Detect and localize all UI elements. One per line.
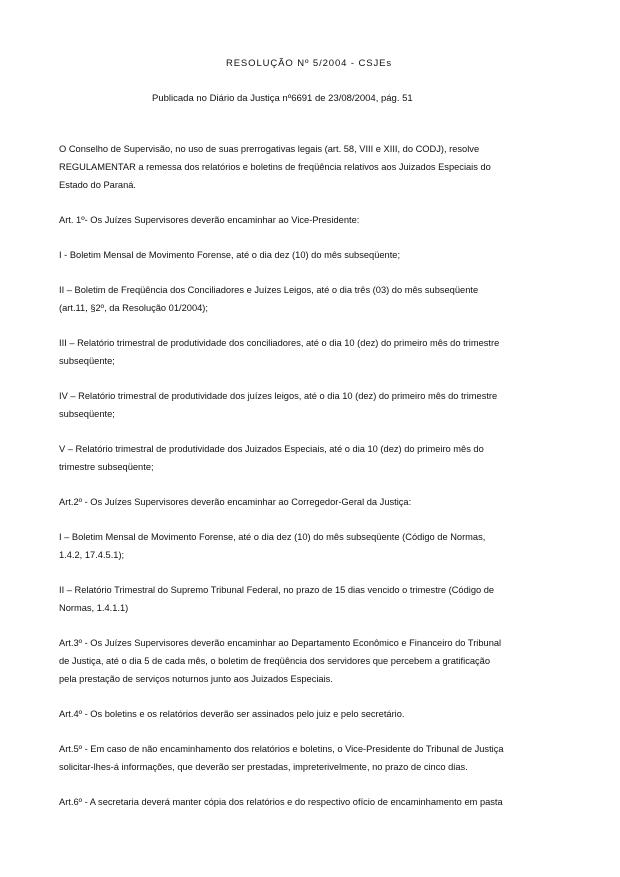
paragraph-line: trimestre subseqüente; <box>59 462 154 472</box>
paragraph-line: subseqüente; <box>59 409 115 419</box>
paragraph <box>59 634 559 688</box>
paragraph <box>59 387 559 423</box>
document-title: RESOLUÇÃO Nº 5/2004 - CSJEs <box>225 58 393 69</box>
paragraph-line: (art.11, §2º, da Resolução 01/2004); <box>59 303 208 313</box>
paragraph <box>59 493 559 511</box>
paragraph-line: de Justiça, até o dia 5 de cada mês, o boletim de freqüência dos servidores que percebem a gratificação <box>59 656 491 666</box>
paragraph-line: III – Relatório trimestral de produtividade dos conciliadores, até o dia 10 (dez) do primeiro mês do trimestre <box>59 338 500 348</box>
paragraph-line: 1.4.2, 17.4.5.1); <box>59 550 125 560</box>
paragraph <box>59 528 559 564</box>
document-subtitle: Publicada no Diário da Justiça nº6691 de 23/08/2004, pág. 51 <box>152 93 413 104</box>
paragraph-line: O Conselho de Supervisão, no uso de suas prerrogativas legais (art. 58, VIII e XIII, do CODJ), resolve <box>59 144 480 154</box>
paragraph-line: II – Boletim de Freqüência dos Conciliadores e Juízes Leigos, até o dia três (03) do mês subseqüente <box>59 285 479 295</box>
paragraph <box>59 281 559 317</box>
paragraph-line: Art.5º - Em caso de não encaminhamento dos relatórios e boletins, o Vice-Presidente do Tribunal de Justiça <box>59 744 504 754</box>
paragraph <box>59 211 559 229</box>
paragraph-line: V – Relatório trimestral de produtividade dos Juizados Especiais, até o dia 10 (dez) do primeiro mês do <box>59 444 484 454</box>
document-page <box>59 58 559 828</box>
paragraph <box>59 334 559 370</box>
paragraph-line: pela prestação de serviços noturnos junto aos Juizados Especiais. <box>59 674 333 684</box>
paragraph-line: Art.3º - Os Juízes Supervisores deverão encaminhar ao Departamento Econômico e Financeiro do Tribunal <box>59 638 502 648</box>
paragraph-line: I - Boletim Mensal de Movimento Forense, até o dia dez (10) do mês subseqüente; <box>59 250 401 260</box>
paragraph-line: subseqüente; <box>59 356 115 366</box>
paragraph-line: Art.2º - Os Juízes Supervisores deverão encaminhar ao Corregedor-Geral da Justiça: <box>59 497 412 507</box>
paragraph-line: REGULAMENTAR a remessa dos relatórios e boletins de freqüência relativos aos Juizados Especiais do <box>59 162 491 172</box>
paragraph <box>59 140 559 194</box>
paragraph-line: solicitar-lhes-á informações, que deverão ser prestadas, impreterivelmente, no prazo de cinco dias. <box>59 762 468 772</box>
paragraph <box>59 581 559 617</box>
paragraph-line: Art. 1º- Os Juízes Supervisores deverão encaminhar ao Vice-Presidente: <box>59 215 360 225</box>
paragraph <box>59 246 559 264</box>
paragraph <box>59 793 559 811</box>
paragraph-line: II – Relatório Trimestral do Supremo Tribunal Federal, no prazo de 15 dias vencido o trimestre (Código de <box>59 585 495 595</box>
paragraph-line: Art.6º - A secretaria deverá manter cópia dos relatórios e do respectivo ofício de encaminhamento em pasta <box>59 797 503 807</box>
paragraph <box>59 740 559 776</box>
paragraph <box>59 705 559 723</box>
paragraph-line: Art.4º - Os boletins e os relatórios deverão ser assinados pelo juiz e pelo secretário. <box>59 709 405 719</box>
paragraph-line: Normas, 1.4.1.1) <box>59 603 129 613</box>
paragraph-line: Estado do Paraná. <box>59 180 137 190</box>
paragraph <box>59 440 559 476</box>
paragraph-line: I – Boletim Mensal de Movimento Forense, até o dia dez (10) do mês subseqüente (Código de Normas, <box>59 532 486 542</box>
paragraph-line: IV – Relatório trimestral de produtividade dos juízes leigos, até o dia 10 (dez) do primeiro mês do trimestre <box>59 391 498 401</box>
document-body <box>59 140 559 811</box>
